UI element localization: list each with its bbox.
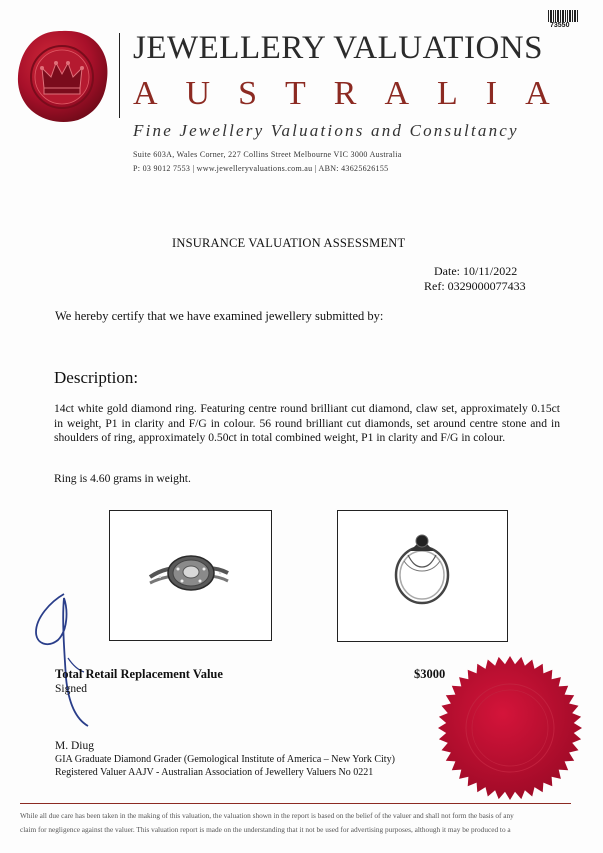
ring-photo-top (109, 510, 272, 641)
brand-title: JEWELLERY VALUATIONS (133, 30, 543, 66)
description-heading: Description: (54, 368, 139, 387)
barcode (548, 10, 578, 22)
valuer-credential-gia: GIA Graduate Diamond Grader (Gemological Institute of America – New York City) (55, 754, 395, 765)
ring-side-view-image (338, 511, 507, 641)
disclaimer-line-2: claim for negligence against the valuer. This valuation report is made on the understanding that it not be used for advertising purposes, although it may be produced to a (20, 825, 511, 834)
description-text: 14ct white gold diamond ring. Featuring centre round brilliant cut diamond, claw set, approximately 0.15ct in weight, P1 in clarity and F/G in colour. 56 round brilliant cut diamonds, set around centre stone and in shoulders of ring, approximately 0.50ct in total combined weight, P1 in clarity and F/G in colour. (54, 402, 560, 445)
valuer-credential-aajv: Registered Valuer AAJV - Australian Association of Jewellery Valuers No 0221 (55, 767, 374, 778)
document-date: Date: 10/11/2022 (434, 264, 518, 278)
barcode-number: 73550 (550, 22, 570, 29)
header-divider (119, 33, 120, 118)
crown-seal-icon (14, 28, 110, 124)
valuation-amount: $3000 (414, 667, 446, 681)
weight-text: Ring is 4.60 grams in weight. (54, 472, 191, 485)
brand-tagline: Fine Jewellery Valuations and Consultancy (133, 121, 519, 140)
contact-line: P: 03 9012 7553 | www.jewelleryvaluations.com.au | ABN: 43625626155 (133, 164, 389, 173)
document-ref: Ref: 0329000077433 (424, 279, 526, 293)
document-title: INSURANCE VALUATION ASSESSMENT (172, 236, 406, 250)
disclaimer-line-1: While all due care has been taken in the making of this valuation, the valuation shown in the report is based on the belief of the valuer and shall not form the basis of any (20, 811, 514, 820)
ring-photo-side (337, 510, 508, 642)
certification-statement: We hereby certify that we have examined jewellery submitted by: (55, 309, 384, 323)
foil-seal-icon (437, 655, 583, 801)
disclaimer (20, 809, 576, 837)
ring-top-view-image (110, 511, 271, 640)
brand-subtitle: AUSTRALIA (133, 75, 578, 112)
signed-label: Signed (55, 683, 87, 695)
address-line: Suite 603A, Wales Corner, 227 Collins Street Melbourne VIC 3000 Australia (133, 150, 402, 159)
valuer-name: M. Diug (55, 740, 94, 752)
valuation-label: Total Retail Replacement Value (55, 667, 223, 681)
signature-mark (28, 588, 118, 728)
footer-divider (20, 803, 571, 804)
